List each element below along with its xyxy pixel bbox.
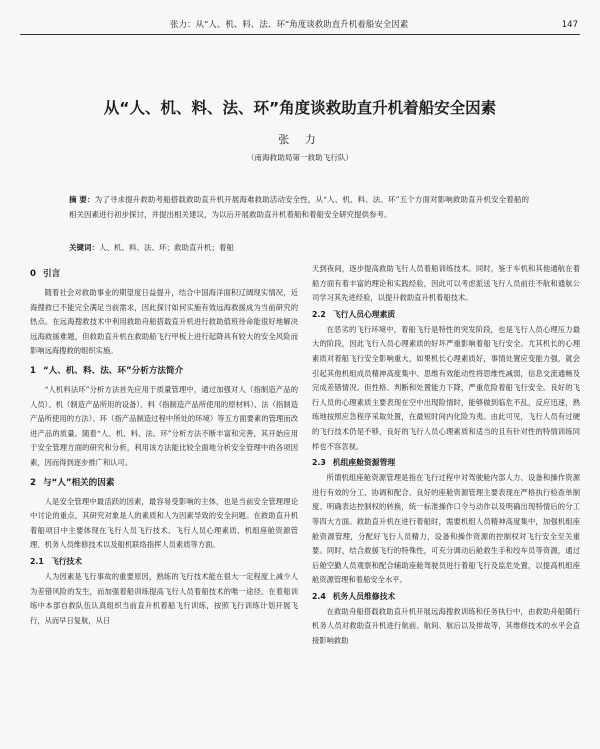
subsection-heading — [312, 308, 580, 321]
subsection-number: 2.3 — [312, 458, 326, 468]
article-title: 从“人、机、料、法、环”角度谈救助直升机着船安全因素 — [103, 99, 497, 117]
subsection-heading — [312, 590, 580, 603]
keywords-text: 人、机、料、法、环；救助直升机；着船 — [99, 243, 234, 252]
paragraph: “人机料法环”分析方法首先应用于质量管理中，通过加强对人（指制造产品的人员）、机（制造产品所用的设备）、料（指制造产品所使用的原材料）、法（指制造产品所使用的方法）、环（指产品制造过程中所处的环境）等五方面要素的管理而改进产品的质量。随着“人、机、料、法、环”分析方法不断丰富和完善，其开始应用于安全管理方面的研究和分析，利用该方法能比较全面地分析安全管理中的各项因素，因而得到逐步推广和认可。 — [30, 384, 298, 467]
paragraph: 随着社会对救助事业的期望度日益提升，结合中国海洋面积辽阔现实情况，近海搜救已不能完全满足当前需求，因此探讨如何实施有效远海救援成为当前研究的热点。在远海搜救技术中利用救助舟船搭载直升机进行救助值班待命能很好地解决远海救援难题，但救助直升机在救助船飞行甲板上进行起降具有较大的安全风险而影响远海搜救的组织实施。 — [30, 288, 298, 356]
author: 张 力 — [278, 133, 322, 146]
subsection-number: 2.1 — [30, 556, 44, 566]
paragraph: 在救助舟船搭载救助直升机开展远海搜救训练和任务执行中，由救助舟船随行机务人员对救助直升机进行航前、航间、航后以及排故等，其维修技术的水平会直接影响救助 — [312, 606, 580, 646]
section-number: 1 — [30, 365, 36, 376]
subsection-number: 2.4 — [312, 591, 326, 601]
section-title: 与“人”相关的因素 — [42, 477, 115, 488]
abstract-label: 摘 要： — [69, 195, 95, 204]
paragraph: 人是安全管理中最活跃的因素，最容易受影响的主体，也是当前安全管理理论中讨论的重点，其研究对象是人的素质和人为因素导致的安全问题。在救助直升机着船项目中主要体现在飞行人员飞行技术、飞行人员心理素质、机组座舱资源管理、机务人员维修技术以及船机联络指挥人员素质等方面。 — [30, 496, 298, 550]
subsection-heading — [312, 456, 580, 469]
abstract — [69, 192, 529, 222]
left-column — [30, 262, 298, 628]
section-number: 0 — [30, 269, 36, 279]
subsection-title: 机组座舱资源管理 — [332, 458, 396, 468]
section-heading — [30, 268, 298, 281]
subsection-title: 机务人员维修技术 — [332, 591, 396, 601]
paragraph: 人为因素是飞行事故的重要原因，熟练的飞行技术能在很大一定程度上减少人为差错风险的发生，而加强着船训练提高飞行人员着船技术的唯一途径。在着船训练中本部自救队伍认真组织当前直升机着船飞行训练，按照飞行训练计划开展飞行，从而早日复航，从日 — [30, 571, 298, 625]
section-title: “人、机、料、法、环”分析方法简介 — [42, 365, 184, 376]
abstract-text: 为了寻求提升救助考船搭载救助直升机开展海难救助活动安全性，从“人、机、料、法、环”五个方面对影响救助直升机安全着船的相关因素进行初步探讨，并提出相关建议，为以后开展救助直升机着船和着船安全研究提供参考。 — [69, 195, 529, 219]
subsection-number: 2.2 — [312, 309, 326, 319]
paragraph: 在恶劣的飞行环境中，着船飞行是特性的突发阶段，也是飞行人员心理压力最大的阶段，因此飞行人员心理素质的好坏严重影响着船飞行安全。尤其机长的心理素质对着船飞行安全影响重大，如果机长心理素质好，事情处置应变能力强，就会引起其他机组成员精神高度集中、思维有效能动性将思维性减弱，信息交流通畅及完成差错情况。但性格、判断和处置能力下降，严重危险着船飞行安全。良好的飞行人员的心理素质主要表现在空中出现险情时，能够做到临危不乱，反应迅速，熟练地按照应急程序采取处置，在最短时间内化险为夷。由此可见，飞行人员有过硬的飞行技术仍是不够，良好的飞行人员心理素质和适当的且有针对性的特情训练同样也不容忽视。 — [312, 324, 580, 451]
section-heading — [30, 477, 298, 490]
right-column — [312, 262, 580, 649]
section-number: 2 — [30, 477, 36, 488]
keywords-label: 关键词： — [69, 243, 99, 252]
running-title: 张力：从“人、机、料、法、环”角度谈救助直升机着船安全因素 — [170, 20, 409, 30]
running-head — [20, 18, 580, 35]
affiliation: （南海救助局第一救助飞行队） — [246, 153, 354, 162]
subsection-heading — [30, 555, 298, 568]
paragraph: 天到夜间，逐步提高救助飞行人员着船训练技术。同时，鉴于车机和其他通航在着船方面有着丰富的理论和实践经验，因此可以考虑派送飞行人员前往不航和通航公司学习其先进经验，以提升救助直升机着船技术。 — [312, 264, 580, 303]
page-number: 147 — [561, 20, 578, 30]
section-title: 引言 — [42, 269, 61, 279]
section-heading — [30, 365, 298, 378]
subsection-title: 飞行技术 — [50, 556, 82, 566]
keywords — [69, 240, 529, 255]
subsection-title: 飞行人员心理素质 — [332, 309, 396, 319]
paragraph: 所谓机组座舱资源管理是指在飞行过程中对驾驶舱内部人力、设备和操作资源进行有效的分工、协调和配合。良好的座舱资源管理主要表现在严格执行检查单制度、明确表达控制权的转换，统一标准操作口令与动作以及明确出现特情后的分工等四大方面。救助直升机在进行着船时，需要机组人员精神高度集中，加强机组座舱资源管理，分配好飞行人员精力，设备和操作资源的控制权对飞行安全至关重要。同时，结合救援飞行的特殊性，可充分调动后舱救生手和绞车员等资源，通过后舱空勤人员观察和配合辅助座舱驾驶员进行着船飞行及监危处置，以提高机组座舱资源管理和着船安全水平。 — [312, 473, 580, 585]
